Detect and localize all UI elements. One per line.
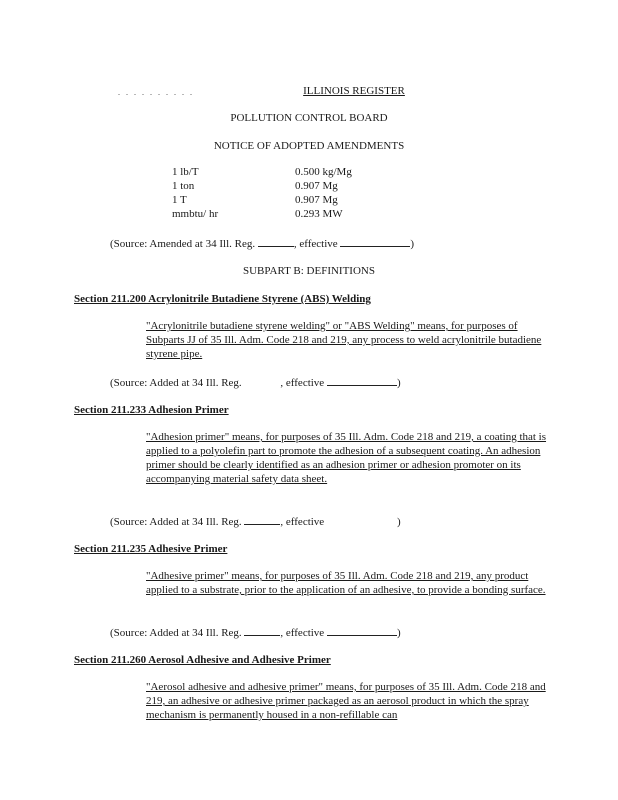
source-note-amended	[110, 236, 414, 251]
source-middle: , effective	[280, 516, 327, 528]
notice-title: NOTICE OF ADOPTED AMENDMENTS	[213, 140, 405, 152]
effective-blank	[327, 375, 397, 386]
section-body	[146, 569, 548, 597]
source-prefix: (Source: Added at 34 Ill. Reg.	[110, 516, 245, 528]
source-note	[110, 625, 401, 640]
section-heading: Section 211.200 Acrylonitrile Butadiene Styrene (ABS) Welding	[74, 293, 371, 305]
section-body-text: "Adhesive primer" means, for purposes of 35 Ill. Adm. Code 218 and 219, any product applied to a substrate, prior to the application of an adhesive, to provide a bonding surface.	[146, 570, 546, 596]
reg-blank	[258, 236, 294, 247]
source-note	[110, 375, 401, 390]
header-dots: . . . . . . . . . .	[118, 88, 194, 97]
section-body	[146, 319, 548, 361]
source-prefix: (Source: Added at 34 Ill. Reg.	[110, 377, 245, 389]
source-suffix: )	[396, 627, 401, 639]
source-suffix: )	[410, 238, 415, 250]
conversion-value: 0.907 Mg	[295, 194, 338, 206]
source-prefix: (Source: Added at 34 Ill. Reg.	[110, 627, 245, 639]
effective-blank	[327, 625, 397, 636]
conversion-row	[172, 194, 338, 207]
section-heading: Section 211.233 Adhesion Primer	[74, 404, 229, 416]
source-middle: , effective	[280, 377, 327, 389]
section-heading: Section 211.260 Aerosol Adhesive and Adhesive Primer	[74, 654, 331, 666]
source-middle: , effective	[280, 627, 327, 639]
source-middle: , effective	[293, 238, 341, 250]
section-heading: Section 211.235 Adhesive Primer	[74, 543, 228, 555]
conversion-value: 0.907 Mg	[295, 180, 338, 192]
register-title: ILLINOIS REGISTER	[303, 85, 405, 97]
conversion-value: 0.293 MW	[295, 208, 343, 220]
conversion-unit: 1 lb/T	[172, 166, 199, 178]
conversion-row	[172, 208, 343, 221]
conversion-value: 0.500 kg/Mg	[295, 166, 352, 178]
conversion-unit: 1 ton	[172, 180, 195, 192]
reg-blank	[244, 625, 280, 636]
section-body-text: "Aerosol adhesive and adhesive primer" means, for purposes of 35 Ill. Adm. Code 218 and 219, an adhesive or adhesive primer packaged as an aerosol product in which the spray mechanism is permanently housed in a non-refillable can	[146, 681, 546, 721]
section-body-text: "Acrylonitrile butadiene styrene welding" or "ABS Welding" means, for purposes of Subparts JJ of 35 Ill. Adm. Code 218 and 219, any process to weld acrylonitrile butadiene styrene pipe.	[146, 320, 542, 360]
board-title: POLLUTION CONTROL BOARD	[230, 112, 388, 124]
conversion-row	[172, 166, 352, 179]
source-prefix: (Source: Amended at 34 Ill. Reg.	[110, 238, 258, 250]
conversion-row	[172, 180, 338, 193]
source-suffix: )	[396, 377, 401, 389]
source-note	[110, 514, 401, 529]
section-body	[146, 680, 548, 722]
effective-blank	[340, 236, 410, 247]
conversion-unit: 1 T	[172, 194, 187, 206]
reg-blank	[244, 514, 280, 525]
source-suffix: )	[396, 516, 401, 528]
conversion-unit: mmbtu/ hr	[172, 208, 219, 220]
subpart-heading: SUBPART B: DEFINITIONS	[243, 265, 375, 277]
section-body	[146, 430, 548, 486]
section-body-text: "Adhesion primer" means, for purposes of 35 Ill. Adm. Code 218 and 219, a coating that is applied to a polyolefin part to promote the adhesion of a subsequent coating. An adhesion primer should be clearly identified as an adhesion primer or adhesion promoter on its accompanying material safety data sheet.	[146, 431, 547, 485]
